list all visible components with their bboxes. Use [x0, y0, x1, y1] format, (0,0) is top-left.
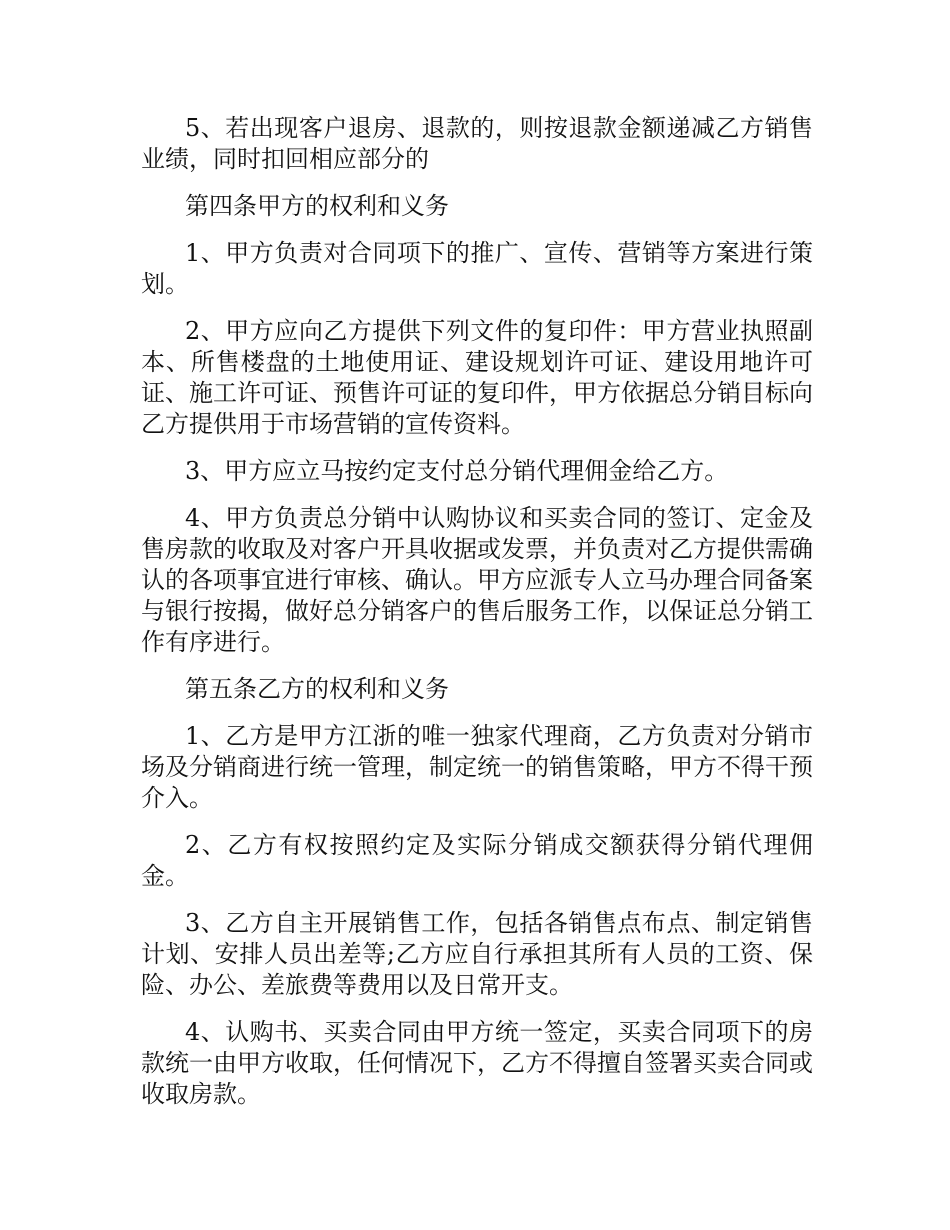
paragraph-article-5-item-4: 4、认购书、买卖合同由甲方统一签定，买卖合同项下的房款统一由甲方收取，任何情况下，乙方不得擅自签署买卖合同或收取房款。 [141, 1018, 813, 1108]
heading-article-5: 第五条乙方的权利和义务 [185, 675, 449, 703]
paragraph-article-4-item-1: 1、甲方负责对合同项下的推广、宣传、营销等方案进行策划。 [141, 239, 813, 298]
document-body [141, 113, 813, 1126]
paragraph-article-4-item-2: 2、甲方应向乙方提供下列文件的复印件：甲方营业执照副本、所售楼盘的土地使用证、建设规划许可证、建设用地许可证、施工许可证、预售许可证的复印件，甲方依据总分销目标向乙方提供用于市场营销的宣传资料。 [141, 317, 813, 438]
paragraph-article-4-item-4: 4、甲方负责总分销中认购协议和买卖合同的签订、定金及售房款的收取及对客户开具收据或发票，并负责对乙方提供需确认的各项事宜进行审核、确认。甲方应派专人立马办理合同备案与银行按揭，做好总分销客户的售后服务工作，以保证总分销工作有序进行。 [141, 504, 813, 656]
heading-article-4: 第四条甲方的权利和义务 [185, 192, 449, 220]
paragraph-article-4-item-3: 3、甲方应立马按约定支付总分销代理佣金给乙方。 [185, 457, 729, 485]
paragraph-clause-3-item-5: 5、若出现客户退房、退款的，则按退款金额递减乙方销售业绩，同时扣回相应部分的 [141, 114, 813, 173]
paragraph-article-5-item-2: 2、乙方有权按照约定及实际分销成交额获得分销代理佣金。 [141, 831, 813, 890]
paragraph-article-5-item-3: 3、乙方自主开展销售工作，包括各销售点布点、制定销售计划、安排人员出差等;乙方应自行承担其所有人员的工资、保险、办公、差旅费等费用以及日常开支。 [141, 909, 813, 999]
paragraph-article-5-item-1: 1、乙方是甲方江浙的唯一独家代理商，乙方负责对分销市场及分销商进行统一管理，制定统一的销售策略，甲方不得干预介入。 [141, 722, 813, 812]
